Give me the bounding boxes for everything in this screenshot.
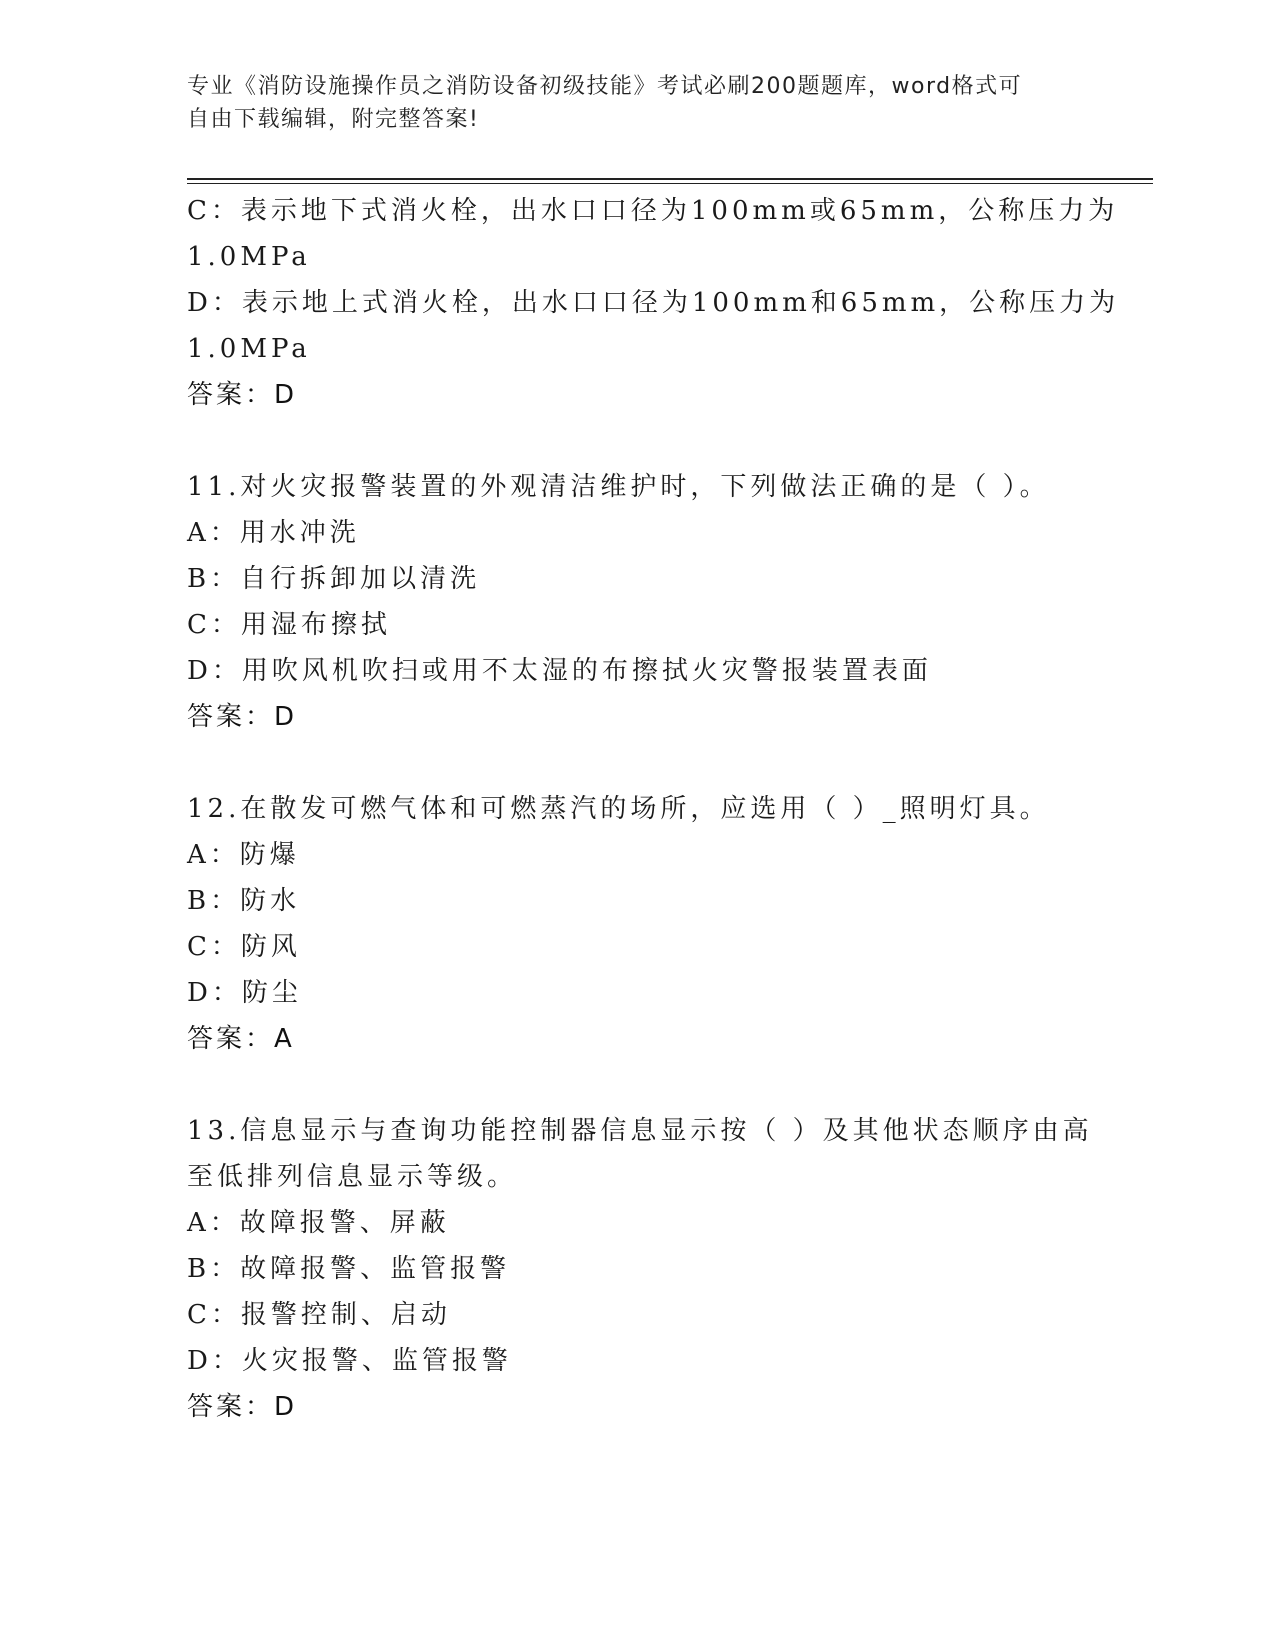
option-a: A：防爆 [187, 840, 300, 870]
spacer [187, 740, 1087, 786]
header-divider-thin [187, 183, 1153, 184]
question-12 [187, 786, 1087, 1062]
option-d: D：表示地上式消火栓，出水口口径为100mm和65mm，公称压力为 [187, 288, 1120, 318]
option-b: B：自行拆卸加以清洗 [187, 564, 481, 594]
answer: 答案：A [187, 1024, 295, 1054]
question-13 [187, 1108, 1093, 1430]
question-10-continuation [187, 188, 1120, 418]
option-a: A：用水冲洗 [187, 518, 360, 548]
spacer [187, 1062, 1087, 1108]
answer: 答案：D [187, 1392, 298, 1422]
option-d: D：防尘 [187, 978, 302, 1008]
option-b: B：防水 [187, 886, 301, 916]
header-divider-thick [187, 178, 1153, 180]
question-stem: 12.在散发可燃气体和可燃蒸汽的场所，应选用（ ）_照明灯具。 [187, 794, 1050, 824]
document-header [187, 70, 1077, 136]
question-stem: 11.对火灾报警装置的外观清洁维护时，下列做法正确的是（ ）。 [187, 472, 1050, 502]
header-line-2: 自由下载编辑，附完整答案! [187, 107, 480, 132]
option-c: C：用湿布擦拭 [187, 610, 391, 640]
option-c: C：报警控制、启动 [187, 1300, 451, 1330]
question-stem-wrap: 至低排列信息显示等级。 [187, 1162, 518, 1192]
answer: 答案：D [187, 702, 298, 732]
header-line-1: 专业《消防设施操作员之消防设备初级技能》考试必刷200题题库，word格式可 [187, 74, 1023, 99]
question-stem: 13.信息显示与查询功能控制器信息显示按（ ）及其他状态顺序由高 [187, 1116, 1093, 1146]
option-d: D：火灾报警、监管报警 [187, 1346, 512, 1376]
question-11 [187, 464, 1087, 740]
option-c: C：表示地下式消火栓，出水口口径为100mm或65mm，公称压力为 [187, 196, 1119, 226]
spacer [187, 418, 1087, 464]
option-a: A：故障报警、屏蔽 [187, 1208, 450, 1238]
answer: 答案：D [187, 380, 298, 410]
option-d-wrap: 1.0MPa [187, 334, 311, 364]
option-d: D：用吹风机吹扫或用不太湿的布擦拭火灾警报装置表面 [187, 656, 932, 686]
option-b: B：故障报警、监管报警 [187, 1254, 511, 1284]
question-content [187, 188, 1120, 1430]
option-c: C：防风 [187, 932, 301, 962]
option-c-wrap: 1.0MPa [187, 242, 311, 272]
